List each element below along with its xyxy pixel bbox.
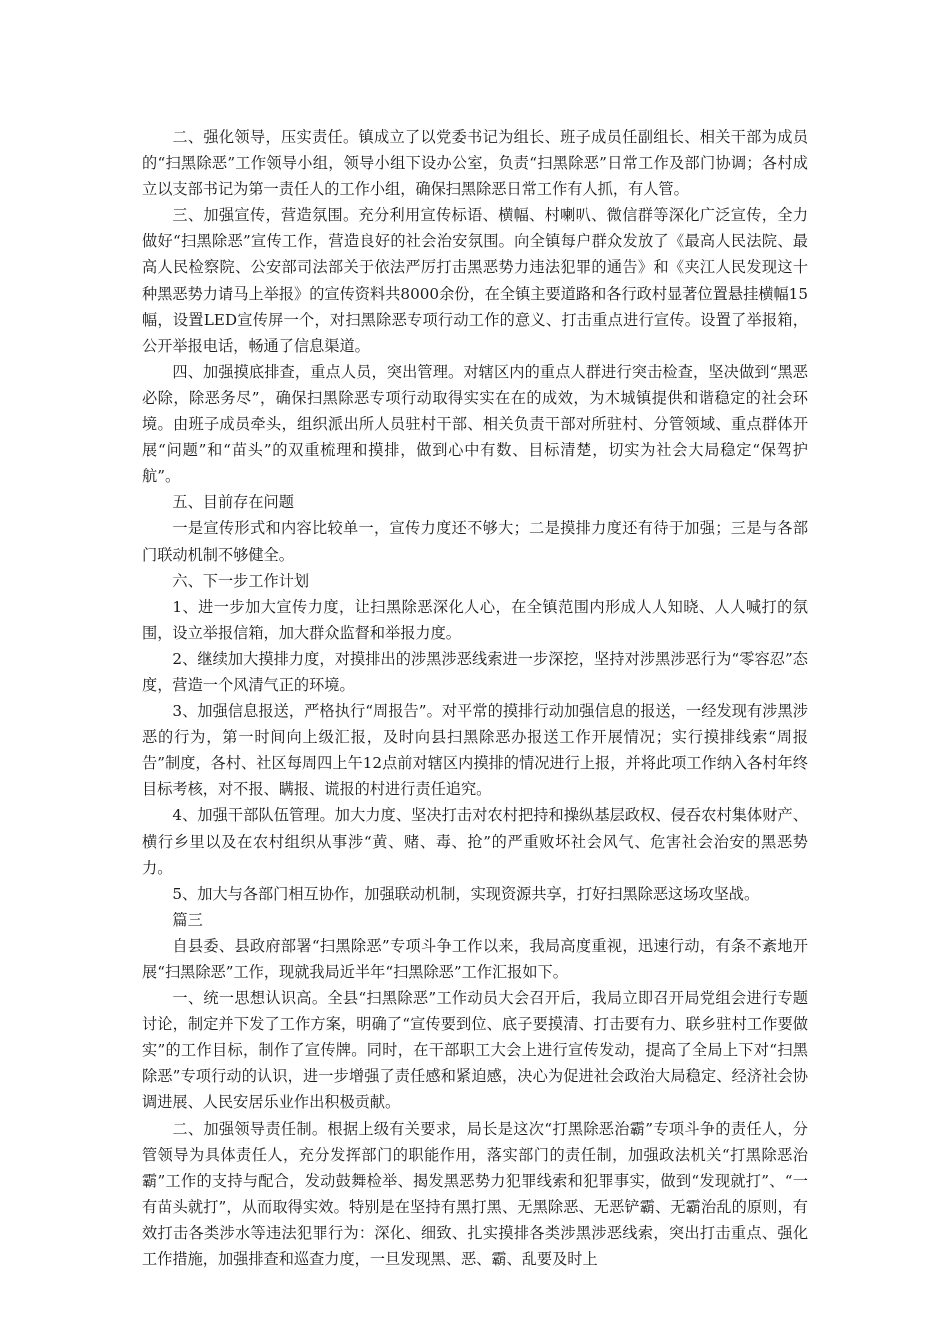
paragraph-plan-1: 1、进一步加大宣传力度，让扫黑除恶深化人心，在全镇范围内形成人人知晓、人人喊打的氛围，设立举报信箱，加大群众监督和举报力度。 — [142, 597, 808, 642]
paragraph-plan-4: 4、加强干部队伍管理。加大力度、坚决打击对农村把持和操纵基层政权、侵吞农村集体财产、横行乡里以及在农村组织从事涉“黄、赌、毒、抢”的严重败坏社会风气、危害社会治安的黑恶势力。 — [142, 806, 808, 877]
paragraph-section-3: 三、加强宣传，营造氛围。充分利用宣传标语、横幅、村喇叭、微信群等深化广泛宣传，全力做好“扫黑除恶”宣传工作，营造良好的社会治安氛围。向全镇每户群众发放了《最高人民法院、最高人民检察院、公安部司法部关于依法严厉打击黑恶势力违法犯罪的通告》和《夹江人民发现这十种黑恶势力请马上举报》的宣传资料共8000余份，在全镇主要道路和各行政村显著位置悬挂横幅15幅，设置LED宣传屏一个，对扫黑除恶专项行动工作的意义、打击重点进行宣传。设置了举报箱，公开举报电话，畅通了信息渠道。 — [142, 206, 808, 355]
paragraph-section-2: 二、强化领导，压实责任。镇成立了以党委书记为组长、班子成员任副组长、相关干部为成员的“扫黑除恶”工作领导小组，领导小组下设办公室，负责“扫黑除恶”日常工作及部门协调；各村成立以支部书记为第一责任人的工作小组，确保扫黑除恶日常工作有人抓，有人管。 — [142, 128, 808, 199]
paragraph-leadership-responsibility: 二、加强领导责任制。根据上级有关要求，局长是这次“打黑除恶治霸”专项斗争的责任人，分管领导为具体责任人，充分发挥部门的职能作用，落实部门的责任制，加强政法机关“打黑除恶治霸”工作的支持与配合，发动鼓舞检举、揭发黑恶势力犯罪线索和犯罪事实，做到“发现就打”、“一有苗头就打”，从而取得实效。特别是在坚持有黑打黑、无黑除恶、无恶铲霸、无霸治乱的原则，有效打击各类涉水等违法犯罪行为：深化、细致、扎实摸排各类涉黑涉恶线索，突出打击重点、强化工作措施，加强排查和巡查力度，一旦发现黑、恶、霸、乱要及时上 — [142, 1119, 808, 1269]
paragraph-problems: 一是宣传形式和内容比较单一，宣传力度还不够大；二是摸排力度还有待于加强；三是与各部门联动机制不够健全。 — [142, 519, 808, 564]
paragraph-plan-2: 2、继续加大摸排力度，对摸排出的涉黑涉恶线索进一步深挖，坚持对涉黑涉恶行为“零容忍”态度，营造一个风清气正的环境。 — [142, 649, 808, 694]
paragraph-section-4: 四、加强摸底排查，重点人员，突出管理。对辖区内的重点人群进行突击检查，坚决做到“黑恶必除，除恶务尽”，确保扫黑除恶专项行动取得实实在在的成效，为木城镇提供和谐稳定的社会环境。由班子成员牵头，组织派出所人员驻村干部、相关负责干部对所驻村、分管领域、重点群体开展“问题”和“苗头”的双重梳理和摸排，做到心中有数、目标清楚，切实为社会大局稳定“保驾护航”。 — [142, 362, 808, 486]
heading-section-6: 六、下一步工作计划 — [172, 571, 310, 590]
heading-part-3: 篇三 — [172, 910, 203, 929]
paragraph-unify-thinking: 一、统一思想认识高。全县“扫黑除恶”工作动员大会召开后，我局立即召开局党组会进行专题讨论，制定并下发了工作方案，明确了“宣传要到位、底子要摸清、打击要有力、联乡驻村工作要做实”的工作目标，制作了宣传牌。同时，在干部职工大会上进行宣传发动，提高了全局上下对“扫黑除恶”专项行动的认识，进一步增强了责任感和紧迫感，决心为促进社会政治大局稳定、经济社会协调进展、人民安居乐业作出积极贡献。 — [142, 989, 808, 1112]
paragraph-plan-3: 3、加强信息报送，严格执行“周报告”。对平常的摸排行动加强信息的报送，一经发现有涉黑涉恶的行为，第一时间向上级汇报，及时向县扫黑除恶办报送工作开展情况；实行摸排线索“周报告”制度，各村、社区每周四上午12点前对辖区内摸排的情况进行上报，并将此项工作纳入各村年终目标考核，对不报、瞒报、谎报的村进行责任追究。 — [142, 702, 808, 799]
paragraph-intro: 自县委、县政府部署“扫黑除恶”专项斗争工作以来，我局高度重视，迅速行动，有条不紊地开展“扫黑除恶”工作，现就我局近半年“扫黑除恶”工作汇报如下。 — [142, 936, 808, 981]
heading-section-5: 五、目前存在问题 — [172, 493, 294, 512]
document-body — [142, 124, 808, 1272]
paragraph-plan-5: 5、加大与各部门相互协作，加强联动机制，实现资源共享，打好扫黑除恶这场攻坚战。 — [172, 884, 760, 903]
